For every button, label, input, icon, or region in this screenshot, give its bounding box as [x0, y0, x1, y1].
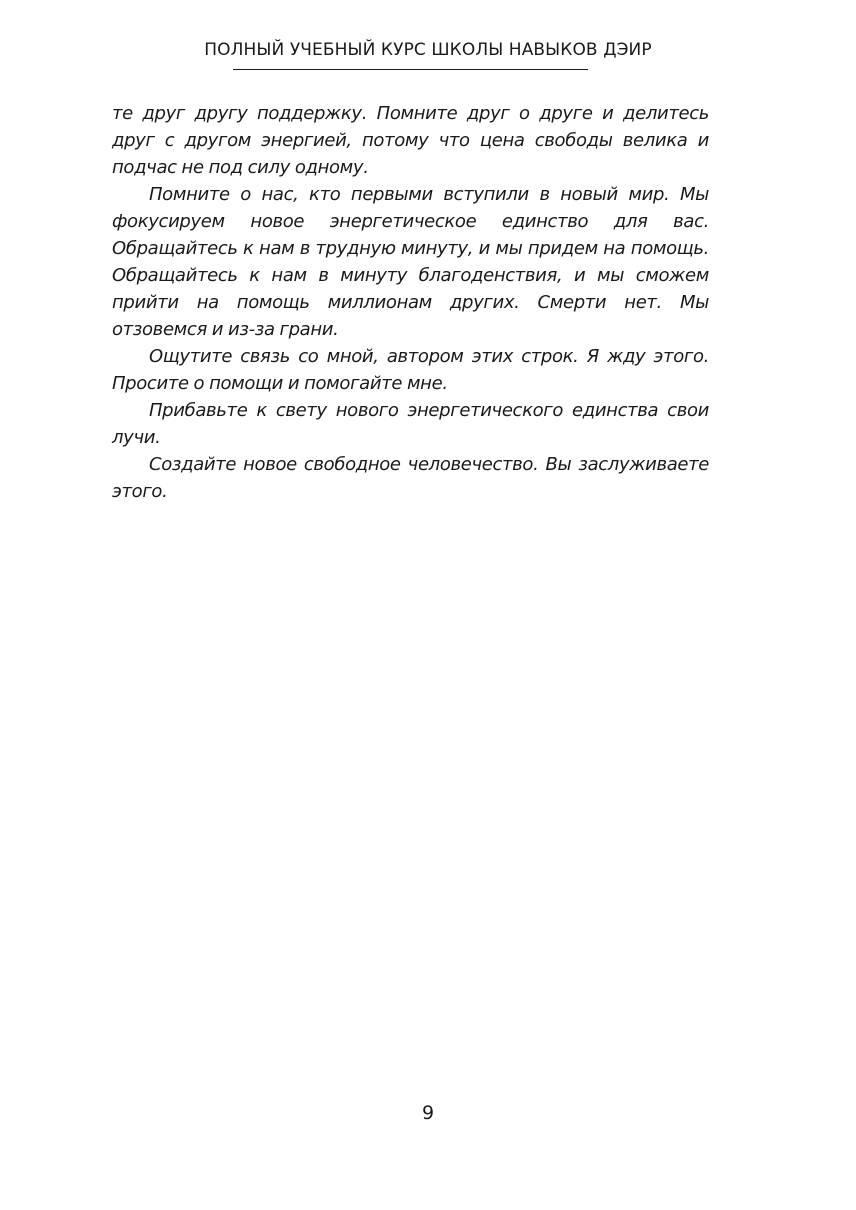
paragraph: те друг другу поддержку. Помните друг о друге и делитесь друг с другом энергией, потому что цена свободы велика и подчас не под силу одному. — [112, 103, 709, 178]
paragraph: Помните о нас, кто первыми вступили в новый мир. Мы фокусируем новое энергетическое единство для вас. Обращайтесь к нам в трудную минуту, и мы придем на помощь. Обращайтесь к нам в минуту благоденствия, и мы сможем прийти на помощь миллионам других. Смерти нет. Мы отзовемся и из-за грани. — [112, 184, 709, 340]
paragraph: Прибавьте к свету нового энергетического единства свои лучи. — [112, 400, 709, 448]
paragraph: Ощутите связь со мной, автором этих строк. Я жду этого. Просите о помощи и помогайте мне. — [112, 346, 709, 394]
header-rule — [233, 69, 588, 70]
page-number: 9 — [421, 1102, 435, 1124]
body-text — [112, 100, 709, 505]
running-header-title: ПОЛНЫЙ УЧЕБНЫЙ КУРС ШКОЛЫ НАВЫКОВ ДЭИР — [204, 40, 652, 60]
paragraph: Создайте новое свободное человечество. Вы заслуживаете этого. — [112, 454, 709, 502]
